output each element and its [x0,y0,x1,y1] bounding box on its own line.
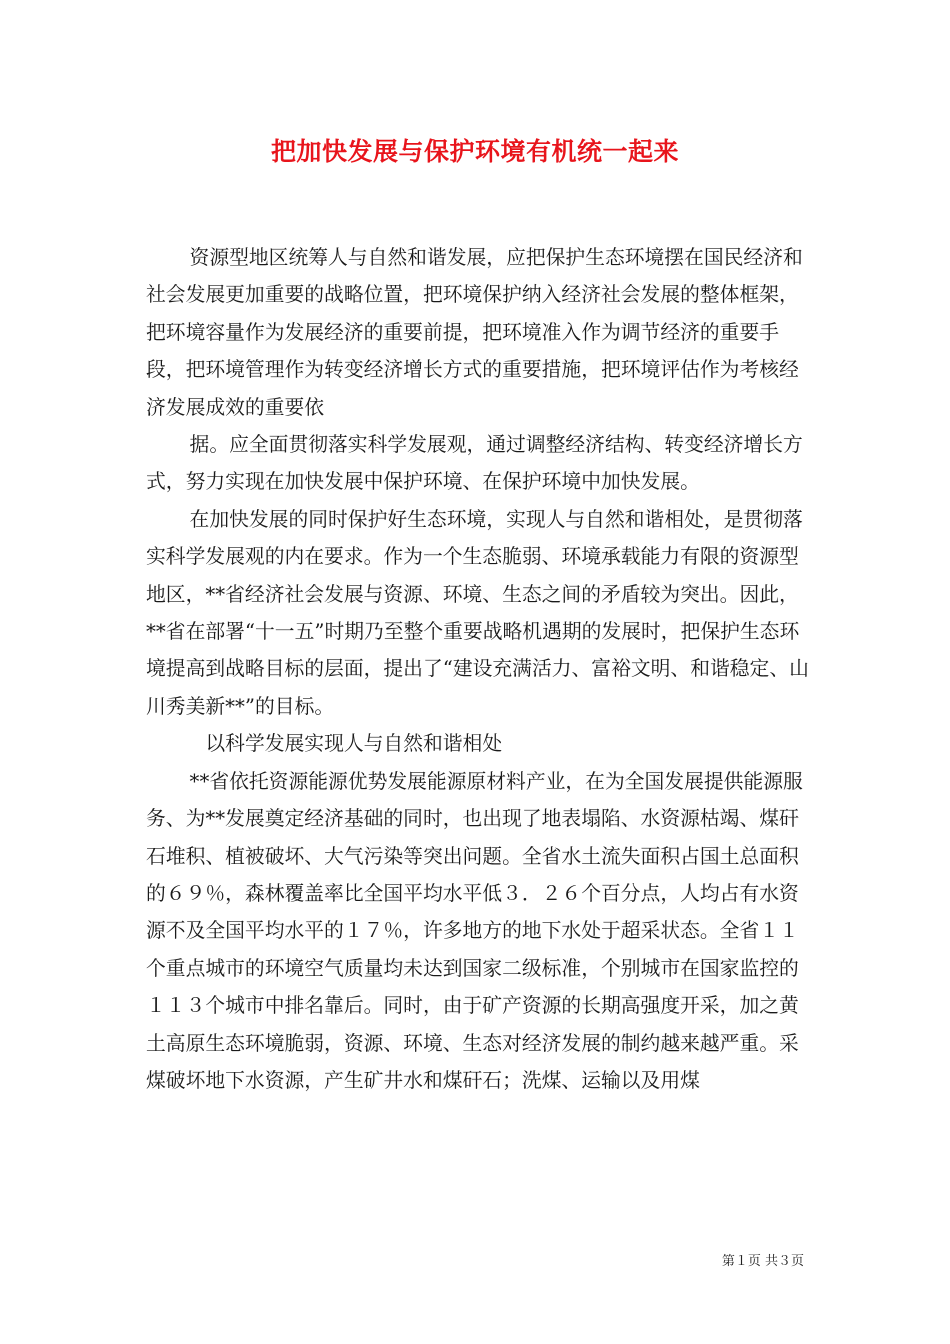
page-number: 第１页 共３页 [721,1254,804,1269]
document-title: 把加快发展与保护环境有机统一起来 [270,137,679,166]
paragraph-1: 资源型地区统筹人与自然和谐发展，应把保护生态环境摆在国民经济和社会发展更加重要的战略位置，把环境保护纳入经济社会发展的整体框架，把环境容量作为发展经济的重要前提，把环境准入作为调节经济的重要手段，把环境管理作为转变经济增长方式的重要措施，把环境评估作为考核经济发展成效的重要依 [146,246,803,419]
document-body [146,239,810,1099]
paragraph-2: 据。应全面贯彻落实科学发展观，通过调整经济结构、转变经济增长方式，努力实现在加快发展中保护环境、在保护环境中加快发展。 [146,433,803,494]
paragraph-3: 在加快发展的同时保护好生态环境，实现人与自然和谐相处，是贯彻落实科学发展观的内在要求。作为一个生态脆弱、环境承载能力有限的资源型地区，**省经济社会发展与资源、环境、生态之间的矛盾较为突出。因此，**省在部署“十一五”时期乃至整个重要战略机遇期的发展时，把保护生态环境提高到战略目标的层面，提出了“建设充满活力、富裕文明、和谐稳定、山川秀美新**”的目标。 [146,507,809,718]
section-heading: 以科学发展实现人与自然和谐相处 [205,732,503,756]
paragraph-4: **省依托资源能源优势发展能源原材料产业，在为全国发展提供能源服务、为**发展奠定经济基础的同时，也出现了地表塌陷、水资源枯竭、煤矸石堆积、植被破坏、大气污染等突出问题。全省水土流失面积占国土总面积的６９％，森林覆盖率比全国平均水平低３．２６个百分点，人均占有水资源不及全国平均水平的１７％，许多地方的地下水处于超采状态。全省１１个重点城市的环境空气质量均未达到国家二级标准，个别城市在国家监控的１１３个城市中排名靠后。同时，由于矿产资源的长期高强度开采，加之黄土高原生态环境脆弱，资源、环境、生态对经济发展的制约越来越严重。采煤破坏地下水资源，产生矿井水和煤矸石；洗煤、运输以及用煤 [146,769,803,1092]
